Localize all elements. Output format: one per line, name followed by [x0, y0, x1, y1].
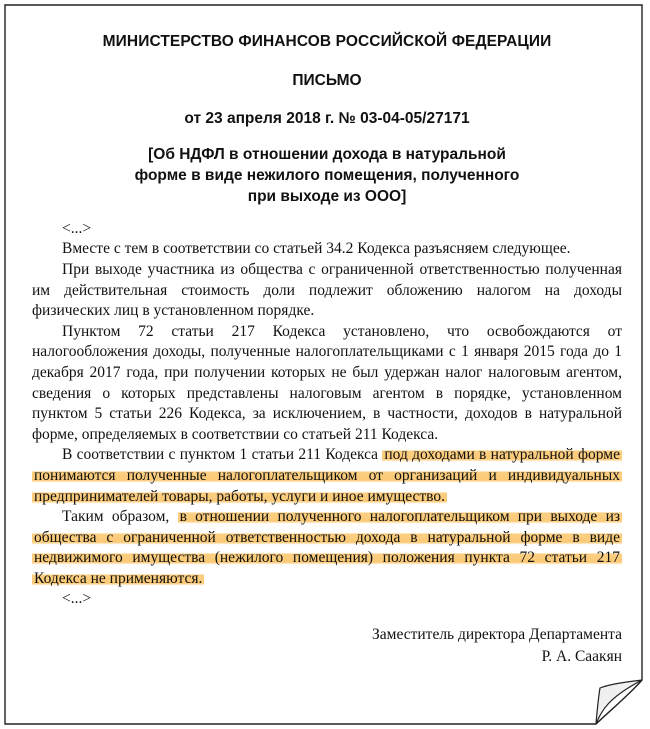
paragraph-3: Пунктом 72 статьи 217 Кодекса установлено, что освобождаются от налогообложения доходы, полученные налогоплательщиками с 1 января 2015 года до 1 декабря 2017 года, при получении которых не был удержан налог налоговым агентом, сведения о которых представлены налоговым агентом в порядке, установленном пунктом 5 статьи 226 Кодекса, за исключением, в частности, доходов в натуральной форме, определяемых в соответствии со статьей 211 Кодекса.: [32, 322, 622, 443]
subject-line-3: при выходе из ООО]: [247, 187, 407, 205]
ellipsis-end: <...>: [62, 590, 92, 608]
signatory-position: Заместитель директора Департамента: [372, 626, 622, 644]
paragraph-4: [32, 445, 622, 507]
ellipsis-start: <...>: [62, 219, 92, 237]
subject-line-2: форме в виде нежилого помещения, полученного: [134, 166, 520, 184]
paragraph-4-text: В соответствии с пунктом 1 статьи 211 Кодекса: [62, 446, 383, 464]
paragraph-4-highlight: под доходами в натуральной форме понимаются полученные налогоплательщиком от организаций и индивидуальных предпринимателей товары, работы, услуги и иное имущество.: [34, 446, 620, 505]
document-sheet: [4, 4, 644, 726]
letter-content: [32, 32, 622, 668]
paragraph-5: [32, 507, 622, 589]
ministry-heading: МИНИСТЕРСТВО ФИНАНСОВ РОССИЙСКОЙ ФЕДЕРАЦИИ: [102, 33, 552, 50]
paragraph-5-text: Таким образом,: [62, 508, 178, 526]
date-number-heading: от 23 апреля 2018 г. № 03-04-05/27171: [184, 110, 470, 128]
paragraph-1: Вместе с тем в соответствии со статьей 34.2 Кодекса разъясняем следующее.: [62, 240, 571, 258]
paragraph-5-highlight: в отношении полученного налогоплательщиком при выходе из общества с ограниченной ответственностью дохода в натуральной форме в виде недвижимого имущества (нежилого помещения) положения пункта 72 статьи 217 Кодекса не применяются.: [34, 508, 620, 587]
document-type-heading: ПИСЬМО: [292, 71, 362, 89]
signatory-name: Р. А. Саакян: [541, 648, 622, 666]
subject-heading: [32, 144, 622, 207]
paragraph-2: При выходе участника из общества с ограниченной ответственностью полученная им действительная стоимость доли подлежит обложению налогом на доходы физических лиц в установленном порядке.: [32, 260, 622, 320]
subject-line-1: [Об НДФЛ в отношении дохода в натуральной: [148, 145, 506, 163]
signature-block: [32, 624, 622, 668]
